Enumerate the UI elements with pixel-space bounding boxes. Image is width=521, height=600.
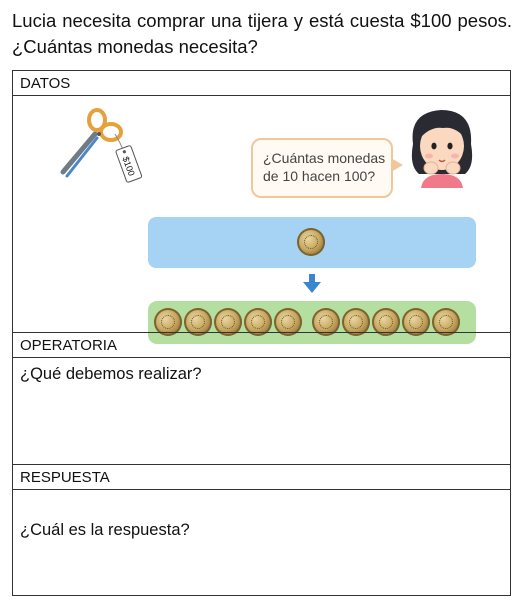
price-tag-label: $100	[120, 155, 137, 178]
bubble-line-1: ¿Cuántas monedas	[263, 150, 386, 166]
scissors-icon	[57, 104, 147, 184]
datos-header: DATOS	[13, 71, 510, 96]
datos-illustration	[13, 96, 510, 332]
speech-bubble	[251, 138, 393, 198]
respuesta-prompt: ¿Cuál es la respuesta?	[20, 521, 190, 539]
operatoria-header: OPERATORIA	[13, 333, 510, 358]
worksheet-table	[12, 70, 511, 596]
girl-illustration	[405, 104, 481, 188]
operatoria-prompt: ¿Qué debemos realizar?	[20, 365, 202, 383]
speech-bubble-tail	[391, 158, 403, 172]
respuesta-header: RESPUESTA	[13, 465, 510, 490]
price-tag-icon	[115, 145, 142, 182]
bubble-line-2: de 10 hacen 100?	[263, 168, 376, 184]
arrow-down-icon	[301, 274, 323, 294]
problem-statement: Lucia necesita comprar una tijera y está cuesta $100 pesos. ¿Cuántas monedas necesita?	[12, 10, 512, 57]
coin-icon	[297, 228, 325, 256]
